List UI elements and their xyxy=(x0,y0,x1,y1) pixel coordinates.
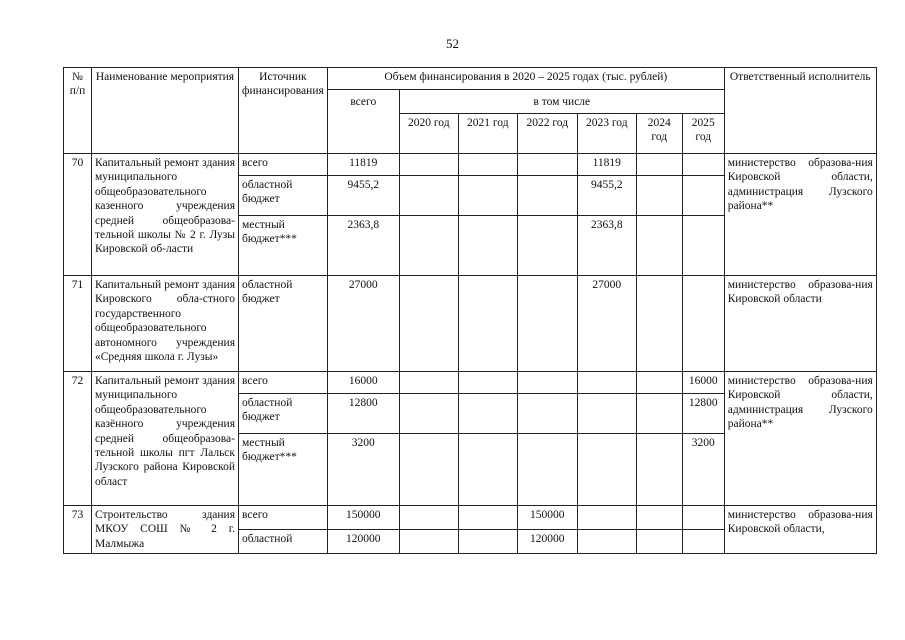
table-row xyxy=(64,372,877,394)
total-value: 11819 xyxy=(327,154,399,176)
funding-source: всего xyxy=(239,506,328,530)
funding-source: областной бюджет xyxy=(239,394,328,434)
measure-name: Строительство здания МКОУ СОШ № 2 г. Малмыжа xyxy=(92,506,239,554)
funding-source: всего xyxy=(239,154,328,176)
total-value: 9455,2 xyxy=(327,176,399,216)
funding-source: всего xyxy=(239,372,328,394)
year-value xyxy=(399,216,458,276)
year-value xyxy=(517,216,577,276)
year-value xyxy=(458,176,517,216)
row-number: 71 xyxy=(64,276,92,372)
year-value xyxy=(517,372,577,394)
year-value xyxy=(577,372,636,394)
header-num: № п/п xyxy=(64,68,92,154)
year-value xyxy=(399,434,458,506)
year-value: 9455,2 xyxy=(577,176,636,216)
year-value xyxy=(517,176,577,216)
year-value xyxy=(399,506,458,530)
year-value xyxy=(636,530,682,554)
year-value xyxy=(577,506,636,530)
year-value xyxy=(399,276,458,372)
table-header xyxy=(64,68,877,154)
year-value xyxy=(517,276,577,372)
header-year: 2023 год xyxy=(577,114,636,154)
total-value: 16000 xyxy=(327,372,399,394)
year-value xyxy=(682,506,724,530)
year-value: 12800 xyxy=(682,394,724,434)
row-number: 70 xyxy=(64,154,92,276)
year-value xyxy=(577,434,636,506)
year-value xyxy=(458,530,517,554)
measure-name: Капитальный ремонт здания муниципального общеобразовательного казённого учреждения средней общеобразова-тельной школы пгт Лальск Лузского района Кировской област xyxy=(92,372,239,506)
total-value: 12800 xyxy=(327,394,399,434)
year-value xyxy=(636,216,682,276)
year-value xyxy=(458,372,517,394)
responsible-executor: министерство образова-ния Кировской области, xyxy=(724,506,876,554)
year-value xyxy=(458,506,517,530)
header-year: 2022 год xyxy=(517,114,577,154)
header-year: 2020 год xyxy=(399,114,458,154)
responsible-executor: министерство образова-ния Кировской области, администрация Лузского района** xyxy=(724,372,876,506)
year-value: 27000 xyxy=(577,276,636,372)
year-value xyxy=(682,276,724,372)
funding-source: областной бюджет xyxy=(239,176,328,216)
year-value: 16000 xyxy=(682,372,724,394)
financing-table xyxy=(63,67,877,554)
year-value xyxy=(682,530,724,554)
year-value xyxy=(636,176,682,216)
total-value: 3200 xyxy=(327,434,399,506)
year-value xyxy=(458,216,517,276)
year-value xyxy=(399,154,458,176)
year-value xyxy=(636,372,682,394)
total-value: 27000 xyxy=(327,276,399,372)
row-number: 72 xyxy=(64,372,92,506)
year-value: 3200 xyxy=(682,434,724,506)
page-number: 52 xyxy=(446,36,459,51)
header-responsible: Ответственный исполнитель xyxy=(724,68,876,154)
year-value xyxy=(399,176,458,216)
measure-name: Капитальный ремонт здания муниципального общеобразовательного казенного учреждения средней общеобразова-тельной школы № 2 г. Лузы Кировской об-ласти xyxy=(92,154,239,276)
year-value xyxy=(682,216,724,276)
funding-source: местный бюджет*** xyxy=(239,434,328,506)
year-value xyxy=(517,394,577,434)
total-value: 150000 xyxy=(327,506,399,530)
year-value xyxy=(636,394,682,434)
measure-name: Капитальный ремонт здания Кировского обла-стного государственного общеобразовательного автономного учреждения «Средняя школа г. Лузы» xyxy=(92,276,239,372)
responsible-executor: министерство образова-ния Кировской области, администрация Лузского района** xyxy=(724,154,876,276)
year-value xyxy=(682,154,724,176)
year-value xyxy=(682,176,724,216)
year-value xyxy=(458,154,517,176)
header-year: 2024 год xyxy=(636,114,682,154)
year-value xyxy=(517,434,577,506)
year-value xyxy=(517,154,577,176)
header-volume: Объем финансирования в 2020 – 2025 годах (тыс. рублей) xyxy=(327,68,724,90)
header-including: в том числе xyxy=(399,90,724,114)
header-total: всего xyxy=(327,90,399,154)
year-value xyxy=(636,434,682,506)
total-value: 120000 xyxy=(327,530,399,554)
funding-source: областной бюджет xyxy=(239,276,328,372)
total-value: 2363,8 xyxy=(327,216,399,276)
year-value: 150000 xyxy=(517,506,577,530)
year-value xyxy=(458,434,517,506)
funding-source: областной xyxy=(239,530,328,554)
year-value xyxy=(577,394,636,434)
header-year: 2025 год xyxy=(682,114,724,154)
year-value xyxy=(636,506,682,530)
header-source: Источник финансирования xyxy=(239,68,328,154)
year-value xyxy=(399,394,458,434)
year-value xyxy=(636,154,682,176)
year-value xyxy=(577,530,636,554)
year-value: 2363,8 xyxy=(577,216,636,276)
funding-source: местный бюджет*** xyxy=(239,216,328,276)
year-value xyxy=(399,372,458,394)
row-number: 73 xyxy=(64,506,92,554)
year-value: 120000 xyxy=(517,530,577,554)
year-value xyxy=(458,276,517,372)
header-name: Наименование мероприятия xyxy=(92,68,239,154)
table-row xyxy=(64,154,877,176)
responsible-executor: министерство образова-ния Кировской области xyxy=(724,276,876,372)
year-value xyxy=(458,394,517,434)
header-year: 2021 год xyxy=(458,114,517,154)
year-value xyxy=(399,530,458,554)
table-row xyxy=(64,506,877,530)
table-row xyxy=(64,276,877,372)
year-value xyxy=(636,276,682,372)
year-value: 11819 xyxy=(577,154,636,176)
